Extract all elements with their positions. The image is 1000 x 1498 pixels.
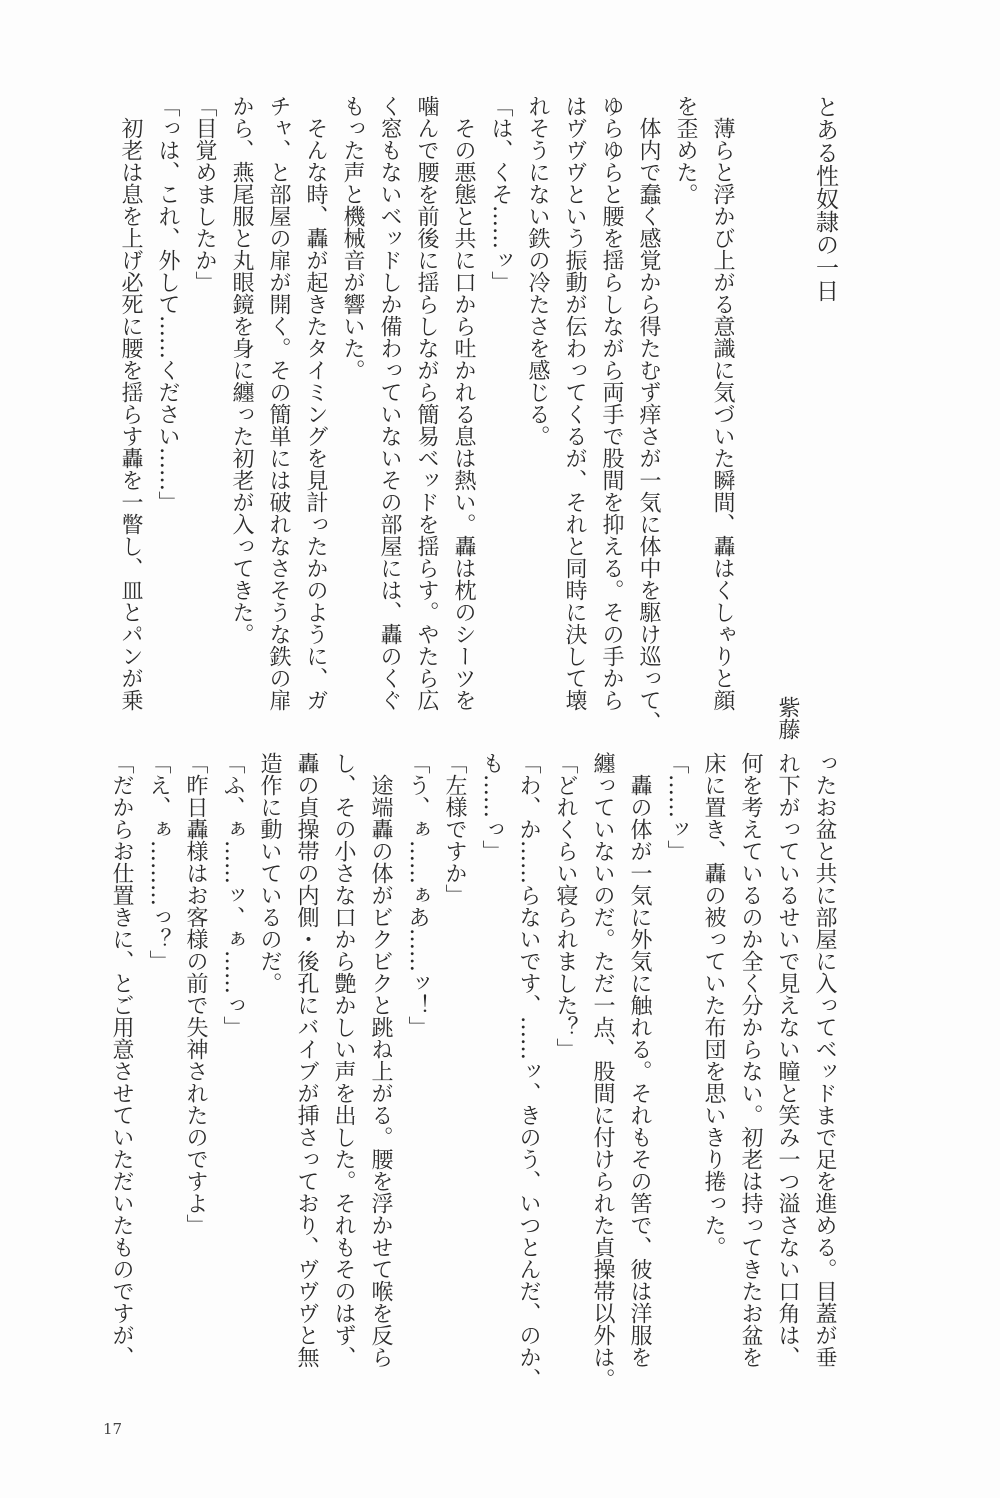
text-column: 初老は息を上げ必死に腰を揺らす轟を一瞥し、皿とパンが乗	[118, 117, 143, 711]
text-column: から、燕尾服と丸眼鏡を身に纏った初老が入ってきた。	[229, 95, 254, 645]
text-column: 「っは、これ、外して……ください……」	[155, 95, 180, 513]
text-column: 床に置き、轟の被っていた布団を思いきり捲った。	[701, 752, 726, 1258]
text-column: 体内で蠢く感覚から得たむず痒さが一気に体中を駆け巡って、	[636, 117, 661, 733]
author-name: 紫藤	[775, 696, 800, 740]
text-column: そんな時、轟が起きたタイミングを見計ったかのように、ガ	[303, 117, 328, 711]
text-column: 途端轟の体がビクビクと跳ね上がる。腰を浮かせて喉を反ら	[368, 774, 393, 1368]
text-column: 「目覚めましたか」	[192, 95, 217, 293]
text-column: 「昨日轟様はお客様の前で失神されたのですよ」	[183, 752, 208, 1236]
text-column: 轟の体が一気に外気に触れる。それもその筈で、彼は洋服を	[627, 774, 652, 1368]
text-column: 「わ、か……らないです、……ッ、きのう、いつとんだ、のか、	[516, 752, 541, 1390]
text-column: 轟の貞操帯の内側・後孔にバイブが挿さっており、ヴヴヴと無	[294, 752, 319, 1368]
upper-text-block	[112, 95, 843, 740]
lower-text-block	[103, 752, 843, 1402]
text-column: もった声と機械音が響いた。	[340, 95, 365, 381]
text-column: し、その小さな口から艶かしい声を出した。それもそのはず、	[331, 752, 356, 1368]
text-column: 噛んで腰を前後に揺らしながら簡易ベッドを揺らす。やたら広	[414, 95, 439, 711]
text-column: チャ、と部屋の扉が開く。その簡単には破れなさそうな鉄の扉	[266, 95, 291, 711]
text-column: 纏っていないのだ。ただ一点、股間に付けられた貞操帯以外は。	[590, 752, 615, 1390]
text-column: ったお盆と共に部屋に入ってベッドまで足を進める。目蓋が垂	[812, 752, 837, 1368]
text-column: 何を考えているのか全く分からない。初老は持ってきたお盆を	[738, 752, 763, 1368]
text-column: 薄らと浮かび上がる意識に気づいた瞬間、轟はくしゃりと顔	[710, 117, 735, 711]
text-column: 「左様ですか」	[442, 752, 467, 906]
text-column: 「は、くそ……ッ」	[488, 95, 513, 293]
text-column: れそうにない鉄の冷たさを感じる。	[525, 95, 550, 447]
story-title: とある性奴隷の一日	[812, 95, 838, 302]
text-column: 造作に動いているのだ。	[257, 752, 282, 994]
text-column: 「え、ぁ………っ？」	[146, 752, 171, 972]
text-column: 「どれくらい寝られました？」	[553, 752, 578, 1060]
text-column: ゆらゆらと腰を揺らしながら両手で股間を抑える。その手から	[599, 95, 624, 711]
page-number: 17	[103, 1420, 123, 1438]
text-column: 「……ッ」	[664, 752, 689, 862]
text-column: はヴヴヴという振動が伝わってくるが、それと同時に決して壊	[562, 95, 587, 711]
text-column: その悪態と共に口から吐かれる息は熱い。轟は枕のシーツを	[451, 117, 476, 711]
text-column: 「ふ、ぁ……ッ、ぁ……っ」	[220, 752, 245, 1038]
text-column: く窓もないベッドしか備わっていないその部屋には、轟のくぐ	[377, 95, 402, 711]
text-column: を歪めた。	[673, 95, 698, 205]
text-column: も……っ」	[479, 752, 504, 862]
text-column: 「だからお仕置きに、とご用意させていただいたものですが、	[109, 752, 134, 1368]
text-column: れ下がっているせいで見えない瞳と笑み一つ溢さない口角は、	[775, 752, 800, 1368]
text-column: 「う、ぁ……ぁあ……ッ！」	[405, 752, 430, 1038]
